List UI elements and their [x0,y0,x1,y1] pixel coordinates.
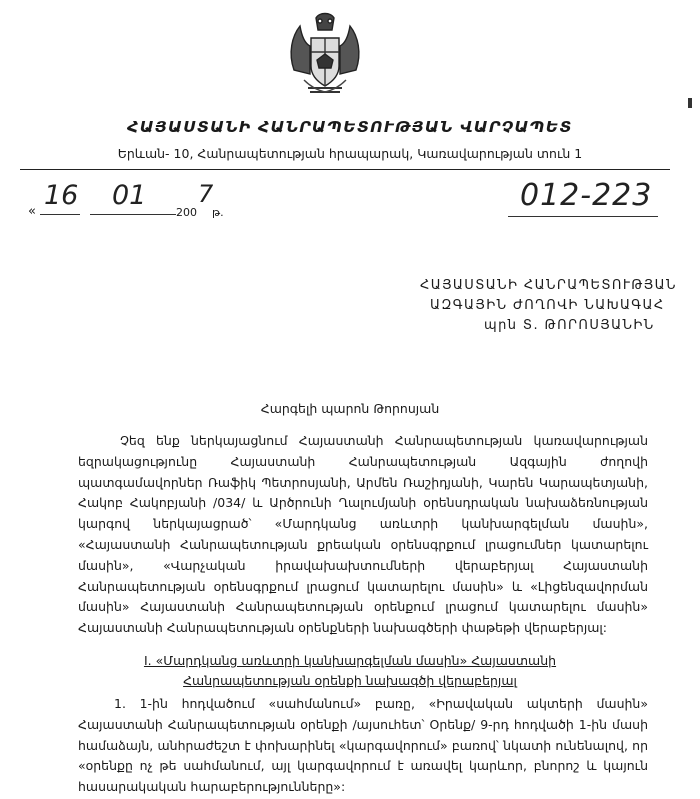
recipient-line-3: պրն Տ. ԹՈՐՈՍՅԱՆԻՆ [484,318,655,333]
date-open-quote: « [28,204,36,219]
recipient-line-1: ՀԱՅԱՍՏԱՆԻ ՀԱՆՐԱՊԵՏՈՒԹՅԱՆ [420,278,677,293]
date-year-suffix: թ. [212,206,224,219]
date-year-digit: 7 [198,180,214,208]
date-month-underline [90,214,176,215]
section-heading [0,651,700,691]
document-number: 012-223 [520,178,653,213]
section-heading-line-2: Հանրապետության օրենքի նախագծի վերաբերյալ [183,673,517,688]
letterhead-divider [20,169,670,170]
section-heading-line-1: I. «Մարդկանց առևտրի կանխարգելման մասին» Հայաստանի [143,653,557,668]
salutation: Հարգելի պարոն Թորոսյան [260,401,440,416]
letterhead-title: ՀԱՅԱՍՏԱՆԻ ՀԱՆՐԱՊԵՏՈՒԹՅԱՆ ՎԱՐՉԱՊԵՏ [127,118,573,136]
date-day-underline [40,214,80,215]
document-date [28,176,328,222]
recipient-block [360,276,680,336]
date-month: 01 [112,180,147,211]
date-year-prefix: 200 [176,206,197,219]
recipient-line-2: ԱԶԳԱՅԻՆ ԺՈՂՈՎԻ ՆԱԽԱԳԱՀ [430,298,665,313]
body-paragraph-2: 1. 1-ին հոդվածում «սահմանում» բառը, «Իրավական ակտերի մասին» Հայաստանի Հանրապետության օրենքի /այսուհետ՝ Օրենք/ 9-րդ հոդվածի 1-ին մասի համաձայն, անհրաժեշտ է փոխարինել «կարգավորում» բառով՝ նկատի ունենալով, որ «օրենքը ոչ թե սահմանում, այլ կարգավորում է առավել կարևոր, բնորոշ և կայուն հասարակական հարաբերությունները»: [78,696,648,795]
armenian-coat-of-arms-emblem [286,8,364,98]
edge-mark [688,98,692,108]
body-paragraph-1: Չեզ ենք ներկայացնում Հայաստանի Հանրապետության կառավարության եզրակացությունը Հայաստանի Հանրապետության Ազգային ժողովի պատգամավորներ Ռաֆիկ Պետրոսյանի, Արմեն Ռաշիդյանի, Կարեն Կարապետյանի, Հակոբ Հակոբյանի /034/ և Արծրունի Ղալումյանի օրենսդրական նախաձեռնության կարգով ներկայացրած՝ «Մարդկանց առևտրի կանխարգելման մասին», «Հայաստանի Հանրապետության քրեական օրենսգրքում լրացումներ կատարելու մասին», «Վարչական իրավախախտումների վերաբերյալ Հայաստանի Հանրապետության օրենսգրքում լրացում կատարելու մասին» և «Լիցենզավորման մասին» Հայաստանի Հանրապետության օրենքում լրացում կատարելու մասին» Հայաստանի Հանրապետության օրենքների նախագծերի փաթեթի վերաբերյալ: [78,433,648,636]
date-day: 16 [44,180,79,211]
letterhead-address: Երևան- 10, Հանրապետության հրապարակ, Կառավարության տուն 1 [117,146,583,161]
document-number-underline [508,216,658,217]
